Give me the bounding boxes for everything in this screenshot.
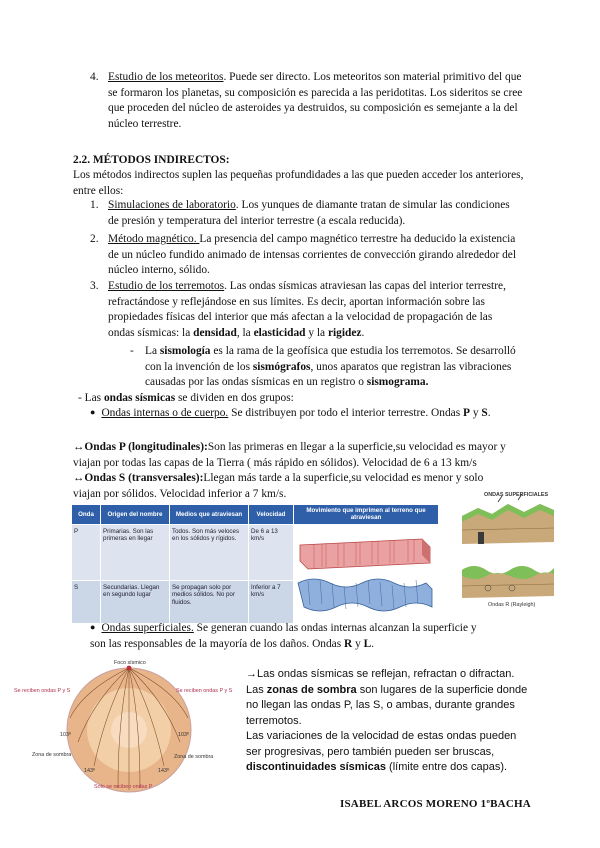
wave-r: R [344,637,353,650]
method-title: Simulaciones de laboratorio [108,199,236,211]
meteorites-title: Estudio de los meteoritos [108,71,224,83]
term-seismic-waves: ondas sísmicas [103,392,176,404]
arrow-icon: → [246,668,257,680]
method-text: La presencia del campo magnético terrestre ha deducido la existencia de un núcleo fundido animado de intensas corrientes de convección girando alrededor del núcleo interno, sólido. [108,233,517,277]
globe-angle: 103º [178,732,189,738]
groups-line [78,391,294,407]
method-number: 3. [90,280,99,292]
table-cell: Primarias. Son las primeras en llegar [101,524,170,580]
text: es la rama de la geofísica que estudia los terremotos. Se desarrolló con la invención de los [145,345,516,373]
globe-bottom-label: Solo se reciben ondas P [94,784,153,790]
table-cell: De 6 a 13 km/s [249,524,294,580]
table-header: Medios que atraviesan [170,505,249,525]
period: . [371,637,375,650]
wave-p: P [463,407,470,419]
method-text: . Los yunques de diamante tratan de simular las condiciones de presión y temperatura del interior terrestre (a escala reducida). [108,199,510,227]
globe-left-label: Se reciben ondas P y S [14,688,71,694]
text: Las [246,683,267,696]
table-header-row [72,505,439,525]
separator: , la [236,326,254,339]
table-cell: Se propagan solo por medios sólidos. No por fluidos. [170,580,249,623]
text: son lugares de la superficie donde no llegan las ondas P, las S, o ambas, durante grandes terremotos. [246,683,528,727]
method-title: Método magnético. [108,233,200,245]
globe-angle: 103º [60,732,71,738]
shadow-zones-line [246,683,528,730]
shadow-zone-figure [14,660,244,796]
globe-icon [14,660,244,796]
separator: y la [305,326,328,339]
term-shadow-zones: zonas de sombra [266,683,357,696]
meteorites-text: . Puede ser directo. Los meteoritos son material primitivo del que se formaron los planetas, su composición es parecida a las peridotitas. Los sideritos se cree que proceden del núcleo de asteroides ya destruidos, su composición es semejante a la del núcleo terrestre. [108,71,523,130]
table-header: Onda [72,505,101,525]
method-number: 1. [90,199,99,211]
term-elasticity: elasticidad [253,326,306,339]
surface-waves-title: Ondas superficiales. [101,622,194,634]
seismology-paragraph [145,344,525,391]
term-seismographs: sismógrafos [252,360,311,373]
text: Las ondas sísmicas se reflejan, refractan o difractan. [257,668,515,680]
surface-figure-title: ONDAS SUPERFICIALES [484,492,549,498]
table-cell: P [72,524,101,580]
table-row [72,524,439,580]
text: La [145,345,160,357]
method-earthquakes [108,279,518,341]
body-waves-title: Ondas internas o de cuerpo. [101,407,229,419]
dash: - [130,345,134,357]
text: Son las primeras en llegar a la superficie,su velocidad es mayor y viajan por todas las capas de la Tierra ( más rápido en sólidos). Velocidad de 6 a 13 km/s [73,441,506,469]
period: . [487,407,491,419]
text: se dividen en dos grupos: [175,392,294,404]
term-rigidity: rigidez [327,326,362,339]
reflection-line [246,667,528,683]
term-density: densidad [193,326,237,339]
globe-right-label: Se reciben ondas P y S [176,688,233,694]
wave-motion-icon [294,525,436,621]
table-cell: Inferior a 7 km/s [249,580,294,623]
term-seismic-discontinuities: discontinuidades sísmicas [246,761,386,773]
globe-angle: 143º [84,768,95,774]
meteorites-number: 4. [90,71,99,83]
wave-table-figure [71,504,439,624]
text: Llegan más tarde a la superficie,su velocidad es menor y solo viajan por sólidos. Velocidad inferior a 7 km/s. [73,472,484,500]
method-magnetic [108,232,518,279]
section-intro: Los métodos indirectos suplen las pequeñas profundidades a las que pueden acceder los anteriores, entre ellos: [73,169,524,197]
globe-angle: 143º [158,768,169,774]
table-cell: S [72,580,101,623]
rayleigh-wave-block-icon [462,566,554,598]
surface-waves-item [90,621,490,652]
text: Las variaciones de la velocidad de estas ondas pueden ser progresivas, pero también pueden ser bruscas, [246,730,517,758]
p-waves-label: Ondas P (longitudinales): [84,441,208,453]
text: (límite entre dos capas). [386,761,508,773]
p-waves-paragraph [73,440,533,471]
table-header: Origen del nombre [101,505,170,525]
term-seismology: sismología [159,345,211,357]
meteorites-paragraph [108,70,528,132]
table-header: Movimiento que imprimen al terreno que atraviesan [294,505,439,525]
text: y [352,637,364,650]
body-waves-item [90,406,491,422]
shadow-zone-paragraph [246,667,528,776]
text: y [469,407,482,419]
surface-figure-caption: Ondas R (Rayleigh) [488,602,536,608]
term-seismogram: sismograma. [366,376,429,389]
text: - Las [78,392,104,404]
globe-focus-label: Foco sísmico [114,660,146,666]
table-cell: Todos. Son más veloces en los sólidos y rígidos. [170,524,249,580]
globe-shadow-right: Zona de sombra [174,754,214,760]
table-cell: Secundarias. Llegan en segundo lugar [101,580,170,623]
s-waves-paragraph [73,471,513,502]
method-title: Estudio de los terremotos [108,280,225,292]
surface-waves-icon [458,492,558,610]
method-text: . Las ondas sísmicas atraviesan las capas del interior terrestre, refractándose y reflejándose en sus límites. Es decir, aportan información sobre las propiedades físicas del interior que más afectan a la velocidad de propagación de las ondas sísmicas: la [108,280,506,339]
wave-motion-illustration [294,524,439,623]
wave-s: S [481,407,488,419]
section-heading: 2.2. MÉTODOS INDIRECTOS: [73,154,230,166]
globe-shadow-left: Zona de sombra [32,752,72,758]
discontinuities-line [246,729,528,776]
text: Se distribuyen por todo el interior terrestre. Ondas [228,407,463,419]
s-waves-label: Ondas S (transversales): [84,472,204,484]
arrow-icon: ↔ [73,441,85,453]
wave-l: L [363,637,372,650]
wave-table [71,504,439,624]
method-number: 2. [90,233,99,245]
text: , unos aparatos que registran las vibraciones causadas por las ondas sísmicas en un registro o [145,360,512,389]
method-lab [108,198,518,229]
surface-waves-figure [458,492,558,610]
page-footer: ISABEL ARCOS MORENO 1ºBACHA [340,798,531,810]
text: Se generan cuando las ondas internas alcanzan la superficie y son las responsables de la mayoría de los daños. Ondas [90,622,477,650]
love-wave-block-icon [462,494,554,544]
period: . [361,326,365,339]
arrow-icon: ↔ [73,472,85,484]
table-header: Velocidad [249,505,294,525]
